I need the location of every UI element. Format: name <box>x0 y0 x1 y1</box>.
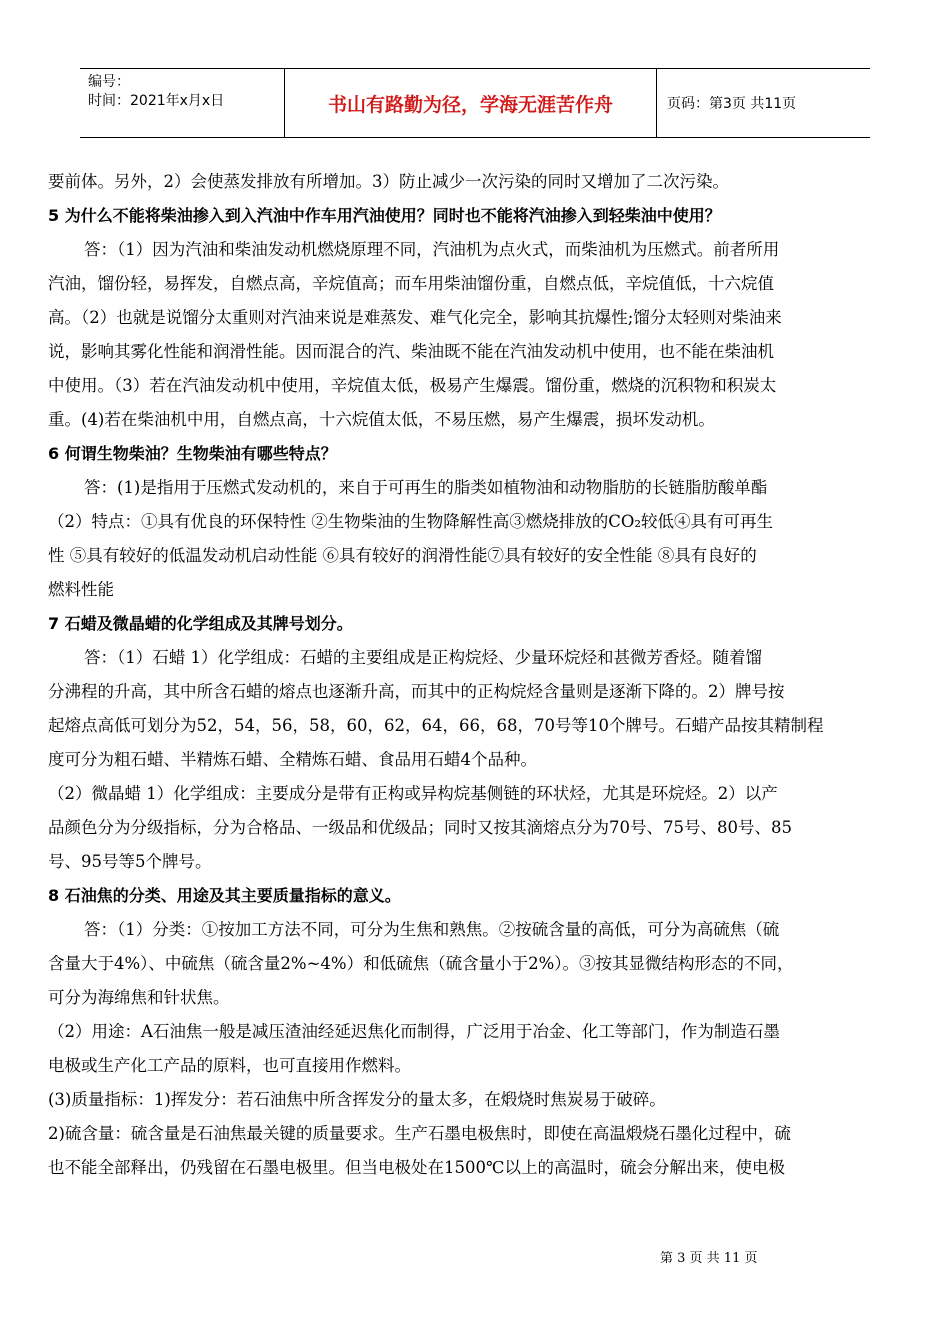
body-line: 答：（1）分类：①按加工方法不同，可分为生焦和熟焦。②按硫含量的高低，可分为高硫焦（硫 <box>84 920 780 939</box>
page-footer <box>0 1247 950 1266</box>
body-line: 也不能全部释出，仍残留在石墨电极里。但当电极处在1500℃以上的高温时，硫会分解出来，使电极 <box>48 1158 785 1177</box>
question-heading: 8 石油焦的分类、用途及其主要质量指标的意义。 <box>48 886 401 905</box>
body-line: 号、95号等5个牌号。 <box>48 852 212 871</box>
body-line: 重。(4)若在柴油机中用，自燃点高，十六烷值太低，不易压燃，易产生爆震，损坏发动机。 <box>48 410 715 429</box>
body-line: 可分为海绵焦和针状焦。 <box>48 988 230 1007</box>
body-line: 答：（1）石蜡 1）化学组成：石蜡的主要组成是正构烷烃、少量环烷烃和甚微芳香烃。随着馏 <box>84 648 762 667</box>
header-motto-cell <box>284 69 657 137</box>
body-line: 高。（2）也就是说馏分太重则对汽油来说是难蒸发、难气化完全，影响其抗爆性;馏分太轻则对柴油来 <box>48 308 782 327</box>
body-line: 要前体。另外，2）会使蒸发排放有所增加。3）防止减少一次污染的同时又增加了二次污染。 <box>48 172 729 191</box>
body-line: (3)质量指标：1)挥发分：若石油焦中所含挥发分的量太多，在煅烧时焦炭易于破碎。 <box>48 1090 666 1109</box>
document-date: 时间：2021年x月x日 <box>88 93 225 109</box>
question-heading: 6 何谓生物柴油？生物柴油有哪些特点？ <box>48 444 337 463</box>
body-line: 燃料性能 <box>48 580 114 599</box>
body-line: 中使用。（3）若在汽油发动机中使用，辛烷值太低，极易产生爆震。馏份重，燃烧的沉积物和积炭太 <box>48 376 777 395</box>
body-line: 性 ⑤具有较好的低温发动机启动性能 ⑥具有较好的润滑性能⑦具有较好的安全性能 ⑧具有良好的 <box>48 546 757 565</box>
body-line: 答：(1)是指用于压燃式发动机的，来自于可再生的脂类如植物油和动物脂肪的长链脂肪酸单酯 <box>84 478 768 497</box>
header-page-cell <box>657 69 870 137</box>
header-info-cell <box>80 69 284 137</box>
page-indicator: 页码：第3页 共11页 <box>667 96 797 112</box>
body-line: 汽油，馏份轻，易挥发，自燃点高，辛烷值高；而车用柴油馏份重，自燃点低，辛烷值低，十六烷值 <box>48 274 774 293</box>
question-heading: 5 为什么不能将柴油掺入到入汽油中作车用汽油使用？同时也不能将汽油掺入到轻柴油中使用？ <box>48 206 721 225</box>
body-line: 2)硫含量：硫含量是石油焦最关键的质量要求。生产石墨电极焦时，即使在高温煅烧石墨化过程中，硫 <box>48 1124 791 1143</box>
body-line: 分沸程的升高，其中所含石蜡的熔点也逐渐升高，而其中的正构烷烃含量则是逐渐下降的。2）牌号按 <box>48 682 785 701</box>
body-line: 答：（1）因为汽油和柴油发动机燃烧原理不同，汽油机为点火式，而柴油机为压燃式。前者所用 <box>84 240 780 259</box>
body-line: （2）特点：①具有优良的环保特性 ②生物柴油的生物降解性高③燃烧排放的CO₂较低④具有可再生 <box>48 512 774 531</box>
footer-page-number: 第 3 页 共 11 页 <box>660 1251 758 1266</box>
document-body <box>48 165 906 1185</box>
body-line: 电极或生产化工产品的原料，也可直接用作燃料。 <box>48 1056 411 1075</box>
document-number-label: 编号： <box>88 74 130 90</box>
question-heading: 7 石蜡及微晶蜡的化学组成及其牌号划分。 <box>48 614 353 633</box>
body-line: 说，影响其雾化性能和润滑性能。因而混合的汽、柴油既不能在汽油发动机中使用，也不能在柴油机 <box>48 342 774 361</box>
body-line: （2）用途：A石油焦一般是减压渣油经延迟焦化而制得，广泛用于冶金、化工等部门，作为制造石墨 <box>48 1022 780 1041</box>
body-line: 含量大于4%）、中硫焦（硫含量2%~4%）和低硫焦（硫含量小于2%）。③按其显微结构形态的不同， <box>48 954 794 973</box>
body-line: 度可分为粗石蜡、半精炼石蜡、全精炼石蜡、食品用石蜡4个品种。 <box>48 750 537 769</box>
header-table <box>80 68 870 138</box>
motto-text: 书山有路勤为径，学海无涯苦作舟 <box>327 93 613 116</box>
body-line: 起熔点高低可划分为52，54，56，58，60，62，64，66，68，70号等10个牌号。石蜡产品按其精制程 <box>48 716 824 735</box>
body-line: 品颜色分为分级指标，分为合格品、一级品和优级品；同时又按其滴熔点分为70号、75号、80号、85 <box>48 818 792 837</box>
body-line: （2）微晶蜡 1）化学组成：主要成分是带有正构或异构烷基侧链的环状烃，尤其是环烷烃。2）以产 <box>48 784 778 803</box>
